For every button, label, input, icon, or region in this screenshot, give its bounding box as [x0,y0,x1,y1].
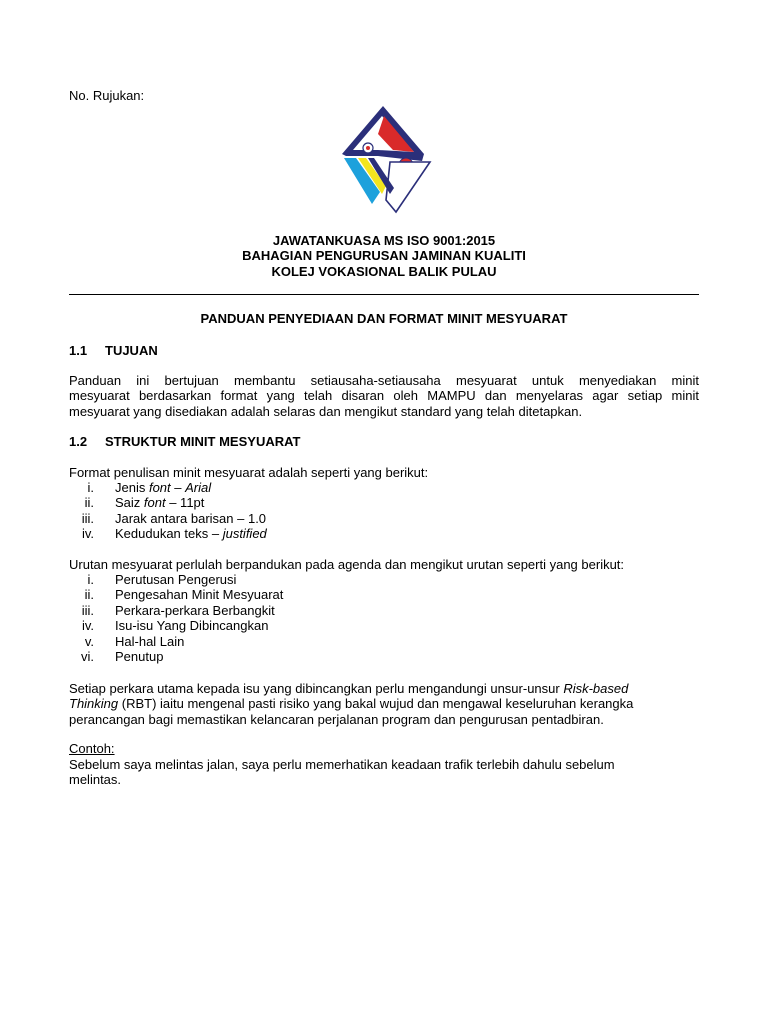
list-text: Perkara-perkara Berbangkit [115,602,275,618]
list-numeral: iv. [81,526,94,542]
list-item: iv. Kedudukan teks – justified [69,526,699,541]
list-text: Hal-hal Lain [115,633,185,649]
section-number: 1.2 [69,434,88,449]
list-text: Isu-isu Yang Dibincangkan [115,618,269,634]
header-division: BAHAGIAN PENGURUSAN JAMINAN KUALITI [242,248,526,264]
list-item [69,634,699,649]
paragraph-line: Sebelum saya melintas jalan, saya perlu memerhatikan keadaan trafik terlebih dahulu sebelum [69,757,615,772]
list-item: i. Jenis font – Arial [69,480,699,495]
section-title: TUJUAN [105,343,158,358]
section-number: 1.1 [69,343,88,358]
reference-label: No. Rujukan: [69,88,145,103]
paragraph-line: Setiap perkara utama kepada isu yang dibincangkan perlu mengandungi unsur-unsur Risk-based [69,681,629,696]
list-numeral: iv. [81,618,94,634]
header-divider [69,294,699,295]
list-numeral: v. [84,633,94,649]
list-item [69,603,699,618]
college-crest-logo [338,104,432,216]
paragraph-line: Panduan ini bertujuan membantu setiausaha-setiausaha mesyuarat untuk menyediakan minit [69,373,699,388]
paragraph-line: melintas. [69,772,122,788]
list-text: Penutup [115,649,164,665]
list-text: Perutusan Pengerusi [115,572,237,587]
section-heading-struktur [69,434,300,449]
list-numeral: ii. [84,495,94,511]
paragraph-line: perancangan bagi memastikan kelancaran perjalanan program dan pengurusan pentadbiran. [69,711,604,727]
list-numeral: iii. [81,510,94,526]
format-list [69,480,699,542]
list-numeral: i. [87,572,94,587]
list-item [69,587,699,602]
list-numeral: iii. [81,602,94,618]
list-item: iii. Jarak antara barisan – 1.0 [69,511,699,526]
paragraph-line: mesyuarat berdasarkan format yang telah disaran oleh MAMPU dan menyelaras agar setiap minit [69,388,699,404]
purpose-paragraph [69,373,699,419]
section-title: STRUKTUR MINIT MESYUARAT [105,434,301,449]
list-numeral: i. [87,480,94,495]
header-college: KOLEJ VOKASIONAL BALIK PULAU [271,263,497,279]
order-intro: Urutan mesyuarat perlulah berpandukan pada agenda dan mengikut urutan seperti yang berikut: [69,557,625,572]
list-item: ii. Saiz font – 11pt [69,495,699,510]
agenda-order-list [69,572,699,664]
institution-header [69,233,699,279]
section-heading-tujuan [69,343,158,358]
example-label: Contoh: [69,741,115,756]
list-item [69,572,699,587]
format-intro: Format penulisan minit mesyuarat adalah seperti yang berikut: [69,465,429,480]
list-item [69,618,699,633]
paragraph-line: Thinking (RBT) iaitu mengenal pasti risiko yang bakal wujud dan mengawal keseluruhan kerangka [69,696,634,712]
list-item [69,649,699,664]
document-title: PANDUAN PENYEDIAAN DAN FORMAT MINIT MESYUARAT [200,311,568,326]
paragraph-line: mesyuarat yang disediakan adalah selaras dan mengikut standard yang telah ditetapkan. [69,403,583,419]
list-numeral: vi. [81,649,94,665]
logo-emblem-dot [366,146,370,150]
header-committee: JAWATANKUASA MS ISO 9001:2015 [272,233,496,248]
example-text [69,757,699,788]
list-numeral: ii. [84,587,94,603]
list-text: Pengesahan Minit Mesyuarat [115,587,284,603]
risk-based-thinking-paragraph [69,681,699,727]
